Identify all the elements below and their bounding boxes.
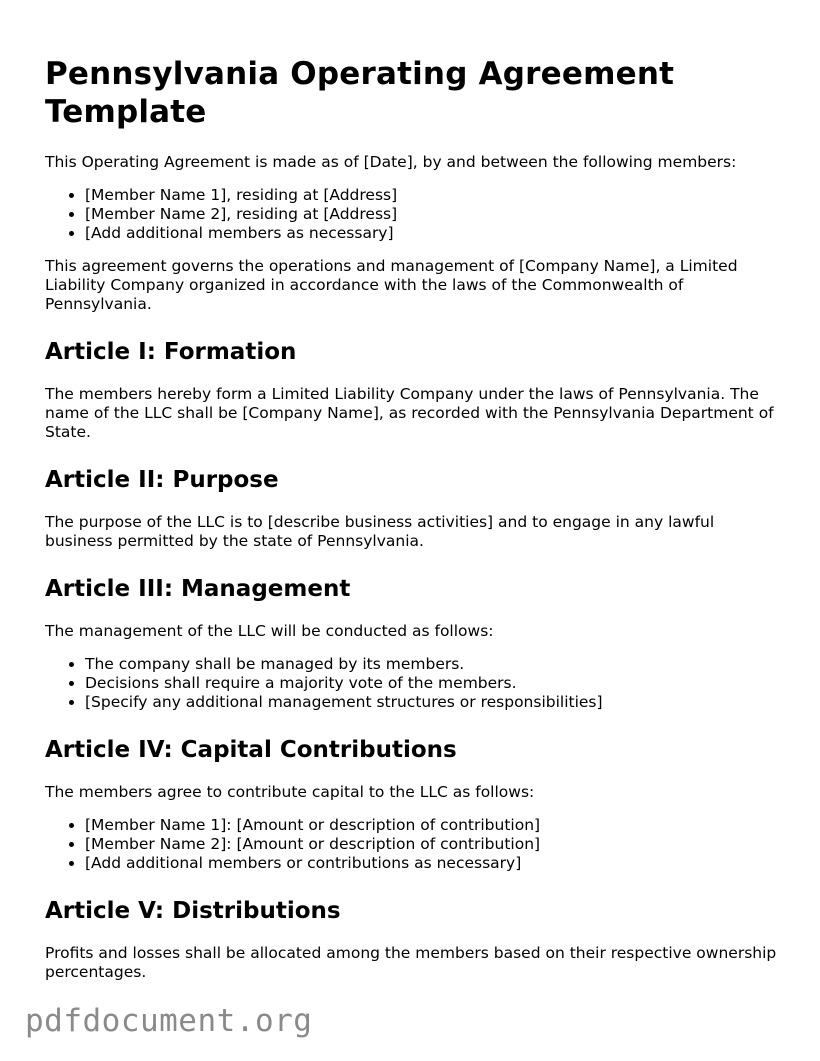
governs-paragraph: This agreement governs the operations and management of [Company Name], a Limited Liability Company organized in accordance with the laws of the Commonwealth of Pennsylvania. (45, 257, 738, 313)
list-item: • [Add additional members as necessary] (85, 224, 785, 243)
list-item: • [Member Name 2]: [Amount or description of contribution] (85, 835, 785, 854)
article-purpose-text: The purpose of the LLC is to [describe business activities] and to engage in any lawful business permitted by the state of Pennsylvania. (45, 513, 715, 550)
members-list (45, 186, 785, 243)
list-item: • [Member Name 1]: [Amount or description of contribution] (85, 816, 785, 835)
watermark: pdfdocument.org (25, 1003, 313, 1039)
article-formation-heading: Article I: Formation (45, 339, 297, 365)
list-item: • [Member Name 2], residing at [Address] (85, 205, 785, 224)
article-management-heading: Article III: Management (45, 576, 351, 602)
article-formation-text: The members hereby form a Limited Liability Company under the laws of Pennsylvania. The name of the LLC shall be [Company Name], as recorded with the Pennsylvania Department of State. (45, 385, 774, 441)
list-item: • The company shall be managed by its members. (85, 655, 785, 674)
list-item: • [Specify any additional management structures or responsibilities] (85, 693, 785, 712)
document-title: Pennsylvania Operating Agreement Template (45, 56, 675, 130)
article-capital-text: The members agree to contribute capital to the LLC as follows: (45, 783, 535, 801)
capital-list (45, 816, 785, 873)
management-list (45, 655, 785, 712)
list-item: • [Member Name 1], residing at [Address] (85, 186, 785, 205)
article-distributions-text: Profits and losses shall be allocated among the members based on their respective ownership percentages. (45, 944, 777, 981)
intro-paragraph: This Operating Agreement is made as of [Date], by and between the following members: (45, 153, 737, 171)
document-page (45, 55, 785, 996)
article-management-text: The management of the LLC will be conducted as follows: (45, 622, 494, 640)
article-capital-heading: Article IV: Capital Contributions (45, 737, 457, 763)
list-item: • [Add additional members or contributions as necessary] (85, 854, 785, 873)
article-distributions-heading: Article V: Distributions (45, 898, 341, 924)
article-purpose-heading: Article II: Purpose (45, 467, 279, 493)
list-item: • Decisions shall require a majority vote of the members. (85, 674, 785, 693)
